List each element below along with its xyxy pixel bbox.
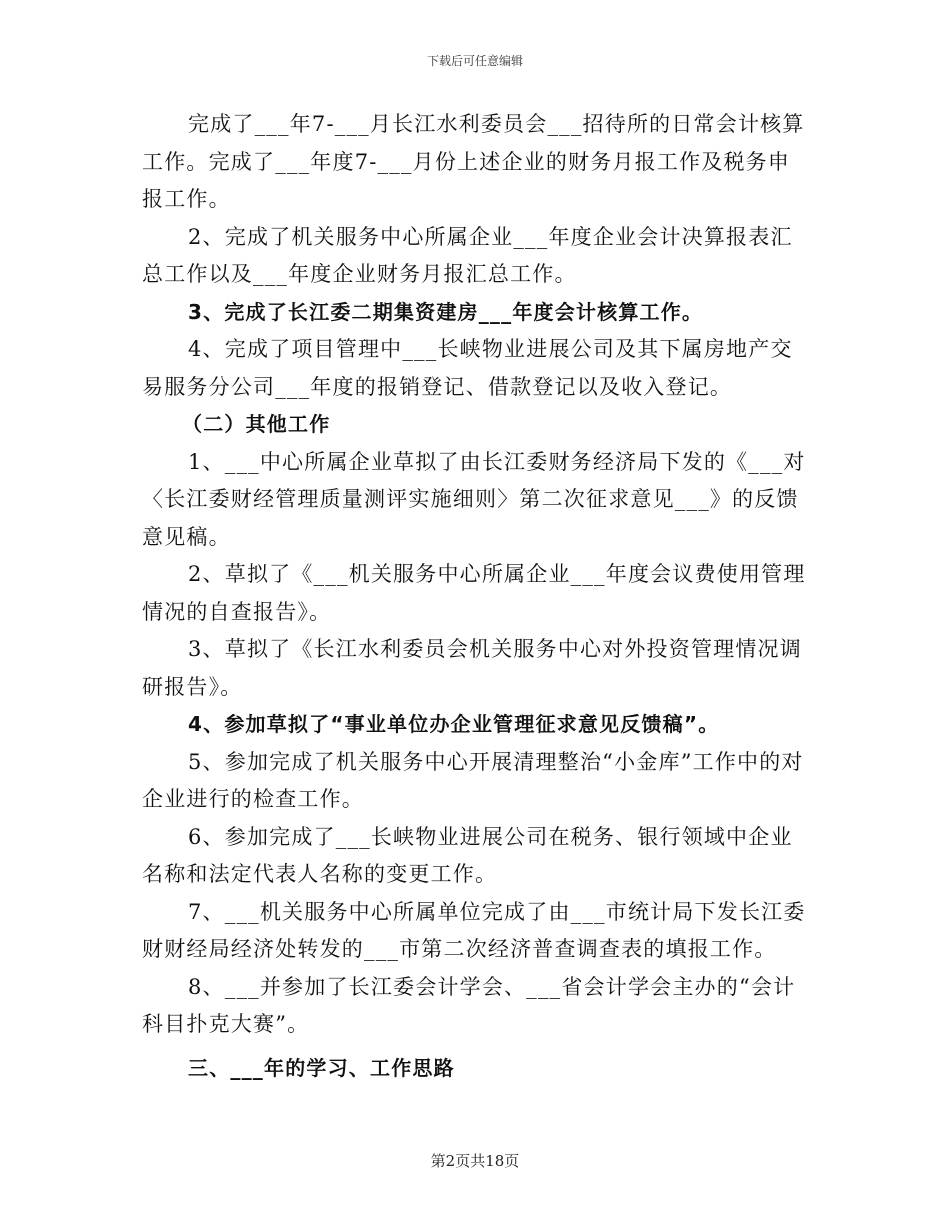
section-heading-three: 三、___年的学习、工作思路: [188, 1055, 455, 1080]
paragraph-12: 8、___并参加了长江委会计学会、___省会计学会主办的“会计科目扑克大赛”。: [142, 974, 796, 1036]
paragraph-4: 4、完成了项目管理中___长峡物业进展公司及其下属房地产交易服务分公司___年度的报销登记、借款登记以及收入登记。: [142, 337, 793, 399]
page-header: 下载后可任意编辑: [426, 54, 523, 68]
paragraph-3-bold: 3、完成了长江委二期集资建房___年度会计核算工作。: [188, 299, 704, 324]
paragraph-8-bold: 4、参加草拟了“事业单位办企业管理征求意见反馈稿”。: [188, 712, 720, 736]
page-footer: 第2页共18页: [430, 1152, 520, 1170]
paragraph-11: 7、___机关服务中心所属单位完成了由___市统计局下发长江委财财经局经济处转发的___市第二次经济普查调查表的填报工作。: [142, 899, 806, 961]
paragraph-6: 2、草拟了《___机关服务中心所属企业___年度会议费使用管理情况的自查报告》。: [142, 562, 806, 624]
paragraph-7: 3、草拟了《长江水利委员会机关服务中心对外投资管理情况调研报告》。: [142, 637, 802, 699]
paragraph-2: 2、完成了机关服务中心所属企业___年度企业会计决算报表汇总工作以及___年度企业财务月报汇总工作。: [142, 224, 793, 286]
paragraph-1: 完成了___年7-___月长江水利委员会___招待所的日常会计核算工作。完成了___年度7-___月份上述企业的财务月报工作及税务申报工作。: [142, 112, 805, 211]
section-heading-other-work: （二）其他工作: [182, 412, 331, 436]
paragraph-9: 5、参加完成了机关服务中心开展清理整治“小金库”工作中的对企业进行的检查工作。: [142, 749, 804, 811]
paragraph-5: 1、___中心所属企业草拟了由长江委财务经济局下发的《___对〈长江委财经管理质量测评实施细则〉第二次征求意见___》的反馈意见稿。: [142, 449, 806, 549]
paragraph-10: 6、参加完成了___长峡物业进展公司在税务、银行领域中企业名称和法定代表人名称的变更工作。: [142, 824, 793, 886]
document-body: [142, 106, 808, 1087]
